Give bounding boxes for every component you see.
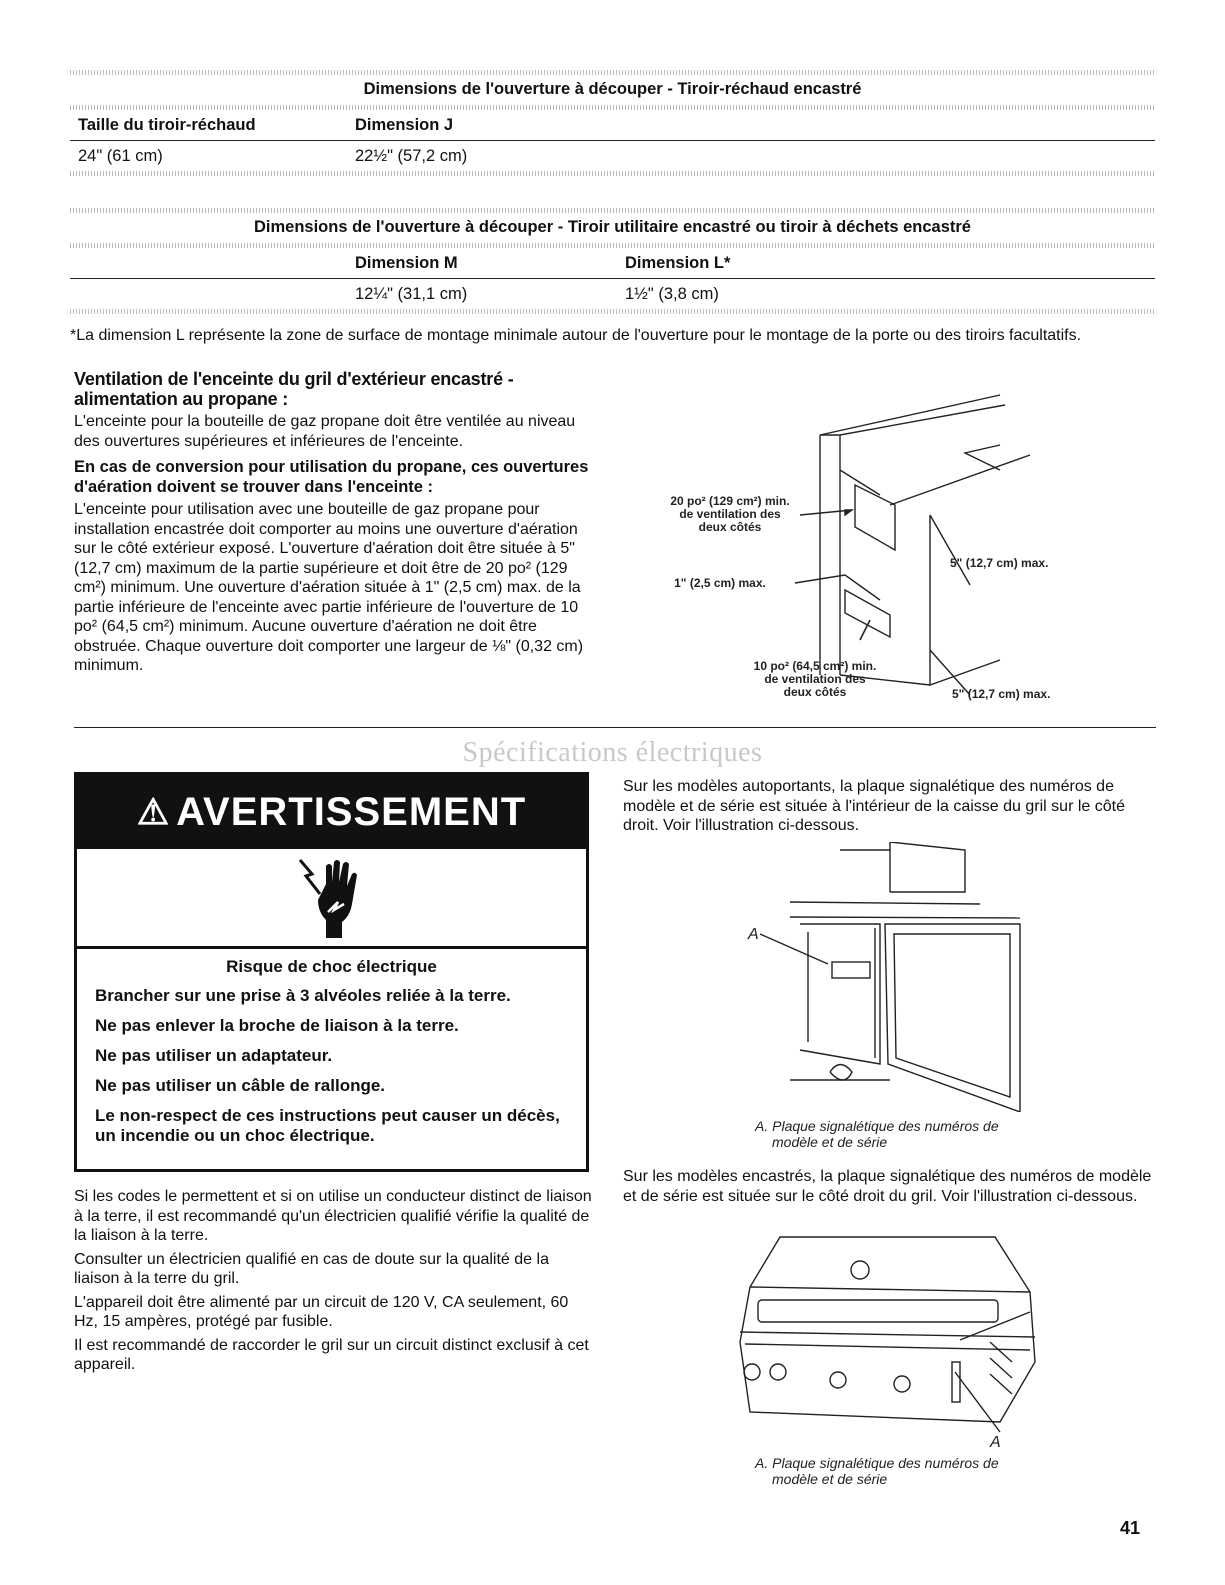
paragraph: L'appareil doit être alimenté par un circuit de 120 V, CA seulement, 60 Hz, 15 ampères, protégé par fusible. <box>74 1293 569 1330</box>
diagram-label: de ventilation des <box>764 672 866 686</box>
section-divider <box>74 727 1156 728</box>
table-header-row <box>70 110 1155 141</box>
warning-triangle-icon: ⚠ <box>136 791 171 832</box>
diagram-label: de ventilation des <box>679 507 781 521</box>
warning-box <box>74 772 589 1172</box>
paragraph: Il est recommandé de raccorder le gril sur un circuit distinct exclusif à cet appareil. <box>74 1336 589 1373</box>
table-cell <box>70 285 355 304</box>
builtin-grill-illustration <box>730 1232 1050 1452</box>
caption-line: modèle et de série <box>772 1134 888 1150</box>
page-number: 41 <box>1120 1518 1141 1538</box>
column-header: Dimension J <box>355 116 454 134</box>
warning-body <box>77 949 586 1146</box>
footnote: *La dimension L représente la zone de surface de montage minimale autour de l'ouverture pour le montage de la porte ou des tiroirs facultatifs. <box>70 327 1082 344</box>
warning-line: Ne pas utiliser un adaptateur. <box>95 1046 333 1065</box>
table-cell: 22½" (57,2 cm) <box>355 147 468 165</box>
table-cell: 1½" (3,8 cm) <box>625 285 719 303</box>
warning-line: Le non-respect de ces instructions peut causer un décès, un incendie ou un choc électrique. <box>95 1106 560 1145</box>
paragraph: Consulter un électricien qualifié en cas de doute sur la qualité de la liaison à la terre du gril. <box>74 1250 549 1287</box>
table-utility-drawer <box>70 208 1155 314</box>
diagram-label: 10 po² (64,5 cm²) min. <box>753 659 877 673</box>
section-title: Spécifications électriques <box>462 737 763 768</box>
warning-header <box>77 775 586 849</box>
warning-title: AVERTISSEMENT <box>176 789 527 834</box>
diagram-label: 5" (12,7 cm) max. <box>950 556 1049 570</box>
table-warming-drawer <box>70 70 1155 176</box>
table-cell: 24" (61 cm) <box>78 147 163 165</box>
table-title: Dimensions de l'ouverture à découper - Tiroir utilitaire encastré ou tiroir à déchets encastré <box>253 218 971 236</box>
ventilation-body: L'enceinte pour utilisation avec une bouteille de gaz propane pour installation encastrée doit comporter au moins une ouverture d'aération sur le côté extérieur exposé. L'ouverture d'aération doit être située à 5" (12,7 cm) maximum de la partie supérieure et doit être de 20 po² (129 cm²) minimum. Une ouverture d'aération située à 1" (2,5 cm) max. de la partie inférieure de l'enceinte avec partie inférieure de l'ouverture de 10 po² (64,5 cm²) minimum. Aucune ouverture d'aération ne doit être obstruée. Chaque ouverture doit comporter une largeur de ⅛" (0,32 cm) minimum. <box>74 501 584 674</box>
caption-line: A. Plaque signalétique des numéros de <box>755 1118 999 1134</box>
table-title: Dimensions de l'ouverture à découper - Tiroir-réchaud encastré <box>363 80 862 98</box>
warning-line: Ne pas enlever la broche de liaison à la terre. <box>95 1016 459 1035</box>
table-header-row <box>70 248 1155 279</box>
column-header <box>70 254 355 273</box>
column-header: Taille du tiroir-réchaud <box>78 116 256 134</box>
table-row <box>70 141 1155 171</box>
column-header: Dimension L* <box>625 254 731 272</box>
builtin-caption <box>755 1455 999 1487</box>
ventilation-subheading: En cas de conversion pour utilisation du propane, ces ouvertures d'aération doivent se trouver dans l'enceinte : <box>74 458 589 496</box>
column-header: Dimension M <box>355 254 458 272</box>
electric-shock-hand-icon <box>77 849 586 949</box>
caption-line: A. Plaque signalétique des numéros de <box>755 1455 999 1471</box>
diagram-label: 5" (12,7 cm) max. <box>952 687 1051 701</box>
electrical-text <box>74 1187 596 1379</box>
caption-line: modèle et de série <box>772 1471 888 1487</box>
freestanding-text: Sur les modèles autoportants, la plaque signalétique des numéros de modèle et de série est située à l'intérieur de la caisse du gril sur le côté droit. Voir l'illustration ci-dessous. <box>623 778 1125 834</box>
enclosure-ventilation-diagram <box>640 375 1080 720</box>
diagram-label: deux côtés <box>698 520 762 534</box>
diagram-label: deux côtés <box>783 685 847 699</box>
warning-risk: Risque de choc électrique <box>226 957 437 976</box>
table-row <box>70 279 1155 309</box>
paragraph: Si les codes le permettent et si on utilise un conducteur distinct de liaison à la terre, il est recommandé qu'un électricien qualifié vérifie la qualité de la liaison à la terre. <box>74 1188 592 1244</box>
freestanding-caption <box>755 1118 999 1150</box>
part-label-a: A <box>990 1434 1001 1451</box>
diagram-label: 1" (2,5 cm) max. <box>674 576 766 590</box>
ventilation-heading: Ventilation de l'enceinte du gril d'extérieur encastré - alimentation au propane : <box>74 369 514 409</box>
ventilation-intro: L'enceinte pour la bouteille de gaz propane doit être ventilée au niveau des ouvertures supérieures et inférieures de l'enceinte. <box>74 413 576 450</box>
warning-line: Ne pas utiliser un câble de rallonge. <box>95 1076 386 1095</box>
ventilation-section <box>74 369 596 676</box>
diagram-label: 20 po² (129 cm²) min. <box>670 494 790 508</box>
warning-line: Brancher sur une prise à 3 alvéoles reliée à la terre. <box>95 986 511 1005</box>
freestanding-grill-illustration <box>740 842 1040 1112</box>
table-cell: 12¼" (31,1 cm) <box>355 285 468 303</box>
builtin-text: Sur les modèles encastrés, la plaque signalétique des numéros de modèle et de série est située sur le côté droit du gril. Voir l'illustration ci-dessous. <box>623 1168 1152 1205</box>
part-label-a: A <box>748 926 759 943</box>
